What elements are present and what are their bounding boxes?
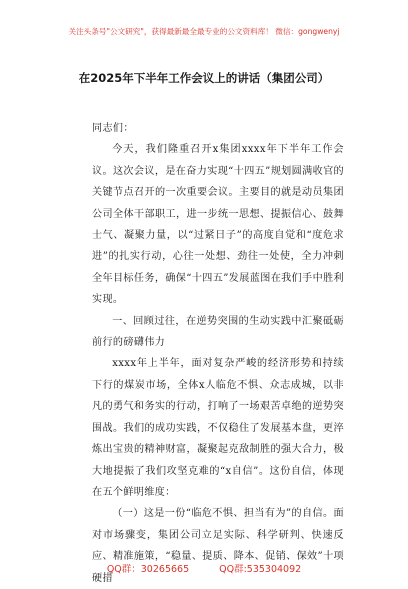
document-title: 在2025年下半年工作会议上的讲话（集团公司） (78, 71, 330, 85)
promo-banner: 关注头条号"公文研究"，获得最新最全最专业的公文资料库！ 微信：gongwenyj (68, 27, 340, 36)
paragraph-review: xxxx年上半年，面对复杂严峻的经济形势和持续下行的煤炭市场，全体x人临危不惧、众志成城，以非凡的勇气和务实的行动，打响了一场艰苦卓绝的逆势突围战。我们的成功实践，不仅稳住了发展基本盘，更淬炼出宝贵的精神财富，凝聚起克敌制胜的强大合力，极大地提振了我们攻坚克难的“x自信”。这份自信，体现在五个鲜明维度： (92, 358, 344, 498)
paragraph-point-1: （一）这是一份“临危不惧、担当有为”的自信。面对市场骤变，集团公司立足实际、科学研判、快速反应、精准施策，“稳量、提质、降本、促销、保效”十项硬措 (92, 508, 344, 584)
qq-footer (0, 561, 408, 575)
qq-group-1: QQ群：30265665 (106, 564, 190, 575)
section-heading-1: 一、回顾过往，在逆势突围的生动实践中汇聚砥砺前行的磅礴伟力 (92, 315, 344, 349)
paragraph-opening: 今天，我们隆重召开x集团xxxx年下半年工作会议。这次会议，是在奋力实现“十四五”规划圆满收官的关键节点召开的一次重要会议。主要目的就是动员集团公司全体干部职工，进一步统一思想、提振信心、鼓舞士气、凝聚力量，以“过紧日子”的高度自觉和“度危求进”的扎实行动，心往一处想、劲往一处使，全力冲刺全年目标任务，确保“十四五”发展蓝图在我们手中胜利实现。 (92, 144, 344, 306)
qq-group-2: QQ群:535304092 (219, 564, 302, 575)
salutation: 同志们： (92, 123, 134, 134)
document-body (92, 118, 344, 589)
